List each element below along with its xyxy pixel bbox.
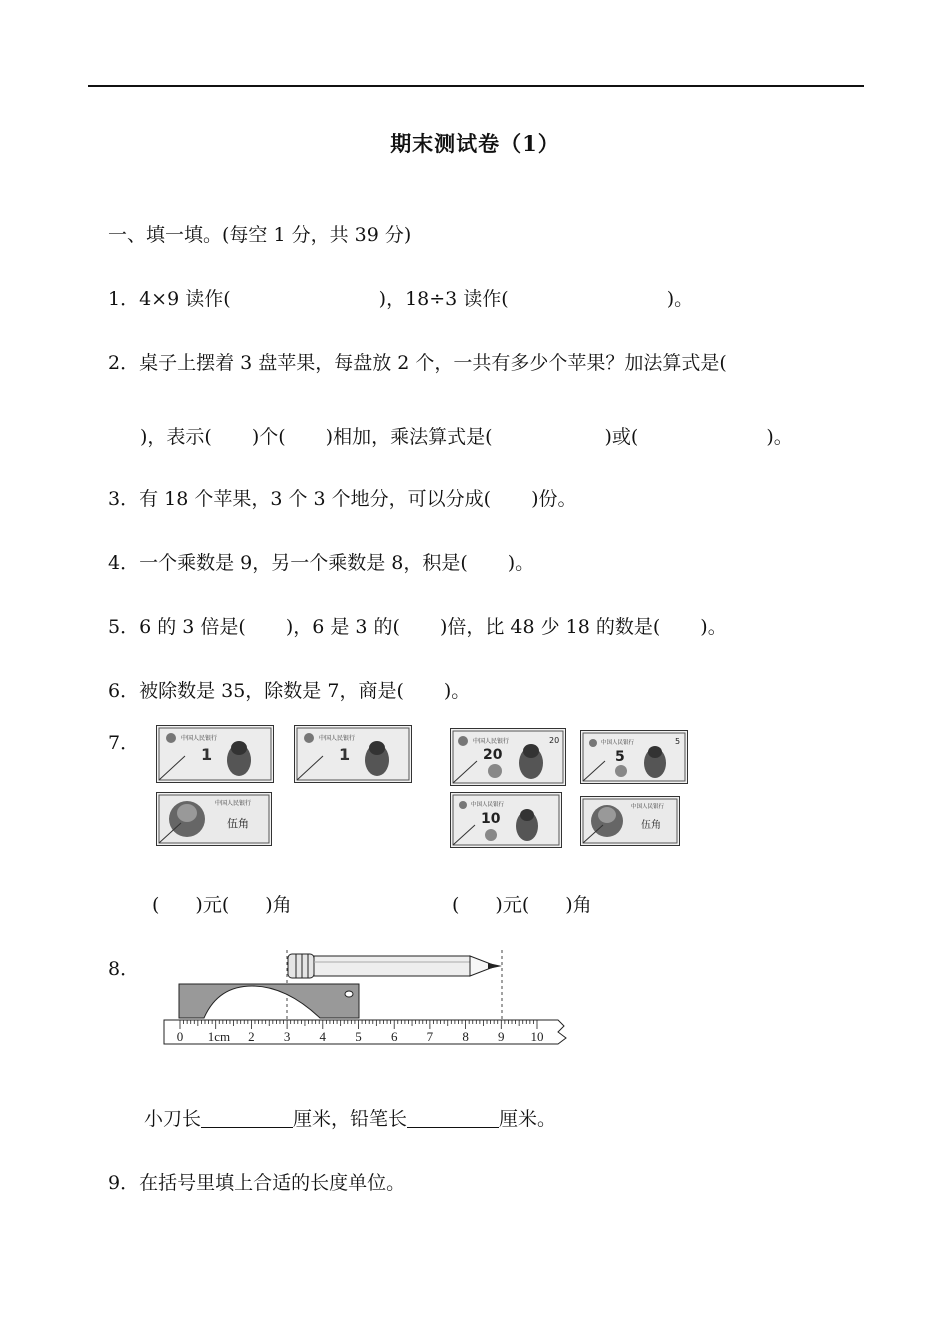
banknote-5-jiao	[156, 792, 272, 846]
banknote-1-yuan	[294, 725, 412, 783]
svg-text:中国人民银行: 中国人民银行	[181, 735, 218, 742]
svg-text:中国人民银行: 中国人民银行	[215, 800, 252, 807]
knife-icon	[179, 984, 359, 1018]
banknote-5-jiao	[580, 796, 680, 846]
pencil-icon	[288, 954, 502, 978]
svg-text:5: 5	[615, 749, 625, 765]
svg-text:伍角: 伍角	[641, 820, 661, 831]
banknote-5-yuan	[580, 730, 688, 784]
money-answer-left: ( )元( )角	[152, 894, 292, 916]
question-number: 4．	[108, 552, 140, 574]
svg-text:伍角: 伍角	[227, 817, 249, 830]
svg-text:20: 20	[549, 736, 560, 745]
svg-text:1: 1	[201, 745, 213, 764]
question-number: 9．	[108, 1172, 140, 1194]
question-number: 2．	[108, 352, 140, 374]
ruler-figure	[160, 946, 580, 1050]
top-rule	[88, 85, 864, 87]
page-title: 期末测试卷（1）	[390, 131, 560, 156]
banknote-10-yuan	[450, 792, 562, 848]
question-number: 5．	[108, 616, 140, 638]
svg-text:中国人民银行: 中国人民银行	[473, 738, 510, 745]
ruler-answer: 小刀长 厘米，铅笔长 厘米。	[144, 1108, 557, 1130]
question-number: 6．	[108, 680, 140, 702]
svg-text:20: 20	[483, 747, 503, 763]
question-7-number: 7．	[108, 732, 140, 754]
svg-text:中国人民银行: 中国人民银行	[631, 804, 665, 810]
svg-text:中国人民银行: 中国人民银行	[601, 740, 635, 746]
section-heading: 一、填一填。(每空 1 分，共 39 分)	[108, 224, 412, 246]
ruler-label: 9	[498, 1029, 505, 1044]
svg-text:10: 10	[481, 811, 501, 827]
ruler-label: 7	[426, 1029, 434, 1044]
question-number: 3．	[108, 488, 140, 510]
ruler-label: 8	[462, 1029, 469, 1044]
question-1: 1．4×9 读作( )，18÷3 读作( )。	[108, 288, 694, 310]
answer-blank[interactable]	[201, 1108, 293, 1128]
ruler-label: 4	[319, 1029, 327, 1044]
svg-text:中国人民银行: 中国人民银行	[471, 802, 505, 808]
ruler-label: 5	[355, 1029, 362, 1044]
question-number: 1．	[108, 288, 140, 310]
ruler-label: 2	[248, 1029, 255, 1044]
ruler-label: 3	[283, 1029, 291, 1044]
question-2-line-2: )，表示( )个( )相加，乘法算式是( )或( )。	[140, 426, 793, 448]
ruler-label: 10	[530, 1029, 544, 1044]
money-answer-right: ( )元( )角	[452, 894, 592, 916]
svg-text:1: 1	[339, 745, 351, 764]
question-4: 4．一个乘数是 9，另一个乘数是 8，积是( )。	[108, 552, 535, 574]
ruler-label: 6	[390, 1029, 398, 1044]
answer-blank[interactable]	[407, 1108, 499, 1128]
svg-text:中国人民银行: 中国人民银行	[319, 735, 356, 742]
question-9: 9．在括号里填上合适的长度单位。	[108, 1172, 406, 1194]
question-6: 6．被除数是 35，除数是 7，商是( )。	[108, 680, 471, 702]
question-3: 3．有 18 个苹果，3 个 3 个地分，可以分成( )份。	[108, 488, 577, 510]
svg-text:5: 5	[675, 737, 681, 746]
question-5: 5．6 的 3 倍是( )，6 是 3 的( )倍，比 48 少 18 的数是( )。	[108, 616, 727, 638]
question-2: 2．桌子上摆着 3 盘苹果，每盘放 2 个，一共有多少个苹果？加法算式是(	[108, 352, 727, 374]
ruler-label: 1cm	[207, 1029, 231, 1044]
banknote-1-yuan	[156, 725, 274, 783]
question-8-number: 8．	[108, 958, 140, 980]
banknote-20-yuan	[450, 728, 566, 786]
ruler-label: 0	[176, 1029, 184, 1044]
